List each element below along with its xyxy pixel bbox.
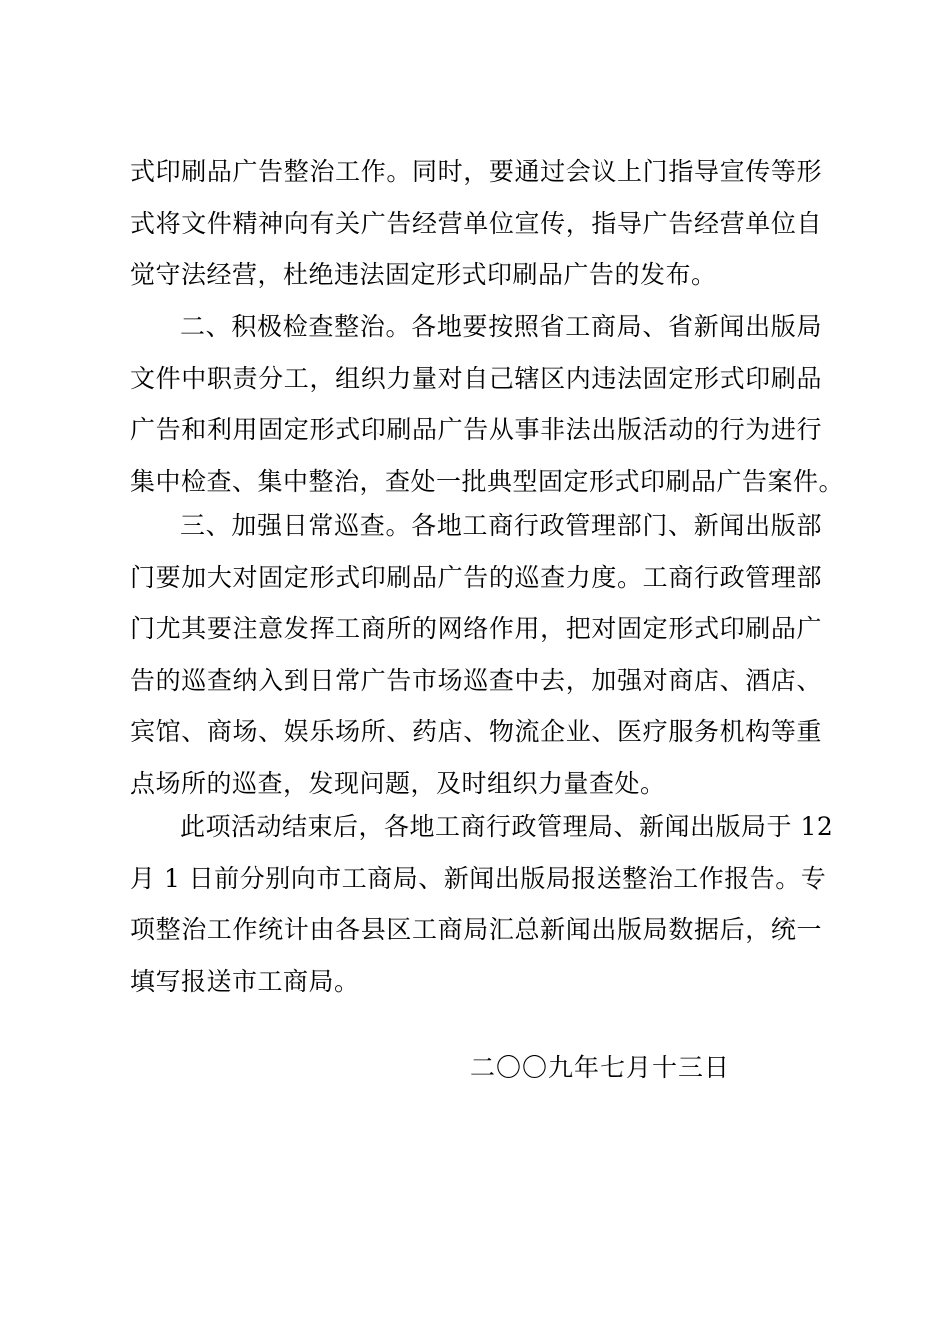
paragraph-line: 式印刷品广告整治工作。同时，要通过会议上门指导宣传等形 <box>130 157 822 186</box>
paragraph-line: 门尤其要注意发挥工商所的网络作用，把对固定形式印刷品广 <box>130 614 822 643</box>
document-date: 二〇〇九年七月十三日 <box>470 1053 731 1082</box>
paragraph-line: 宾馆、商场、娱乐场所、药店、物流企业、医疗服务机构等重 <box>130 717 822 746</box>
paragraph-line: 集中检查、集中整治，查处一批典型固定形式印刷品广告案件。 <box>130 466 845 496</box>
paragraph-line: 此项活动结束后，各地工商行政管理局、新闻出版局于 12 <box>180 812 834 841</box>
paragraph-line: 觉守法经营，杜绝违法固定形式印刷品广告的发布。 <box>130 260 717 289</box>
paragraph-reporting <box>130 801 834 1007</box>
paragraph-line: 点场所的巡查，发现问题，及时组织力量查处。 <box>130 768 666 798</box>
paragraph-inspection <box>130 301 845 507</box>
paragraph-line: 式将文件精神向有关广告经营单位宣传，指导广告经营单位自 <box>130 208 822 238</box>
paragraph-line: 项整治工作统计由各县区工商局汇总新闻出版局数据后，统一 <box>130 915 822 944</box>
paragraph-patrol <box>130 500 822 809</box>
paragraph-line: 广告和利用固定形式印刷品广告从事非法出版活动的行为进行 <box>130 415 822 444</box>
paragraph-line: 门要加大对固定形式印刷品广告的巡查力度。工商行政管理部 <box>130 562 822 592</box>
paragraph-line: 三、加强日常巡查。各地工商行政管理部门、新闻出版部 <box>180 511 822 540</box>
paragraph-line: 文件中职责分工，组织力量对自己辖区内违法固定形式印刷品 <box>130 363 822 393</box>
paragraph-line: 填写报送市工商局。 <box>130 966 360 996</box>
paragraph-continuation <box>130 146 822 301</box>
paragraph-line: 二、积极检查整治。各地要按照省工商局、省新闻出版局 <box>180 312 822 341</box>
paragraph-line: 月 1 日前分别向市工商局、新闻出版局报送整治工作报告。专 <box>130 863 827 893</box>
paragraph-line: 告的巡查纳入到日常广告市场巡查中去，加强对商店、酒店、 <box>130 665 822 695</box>
